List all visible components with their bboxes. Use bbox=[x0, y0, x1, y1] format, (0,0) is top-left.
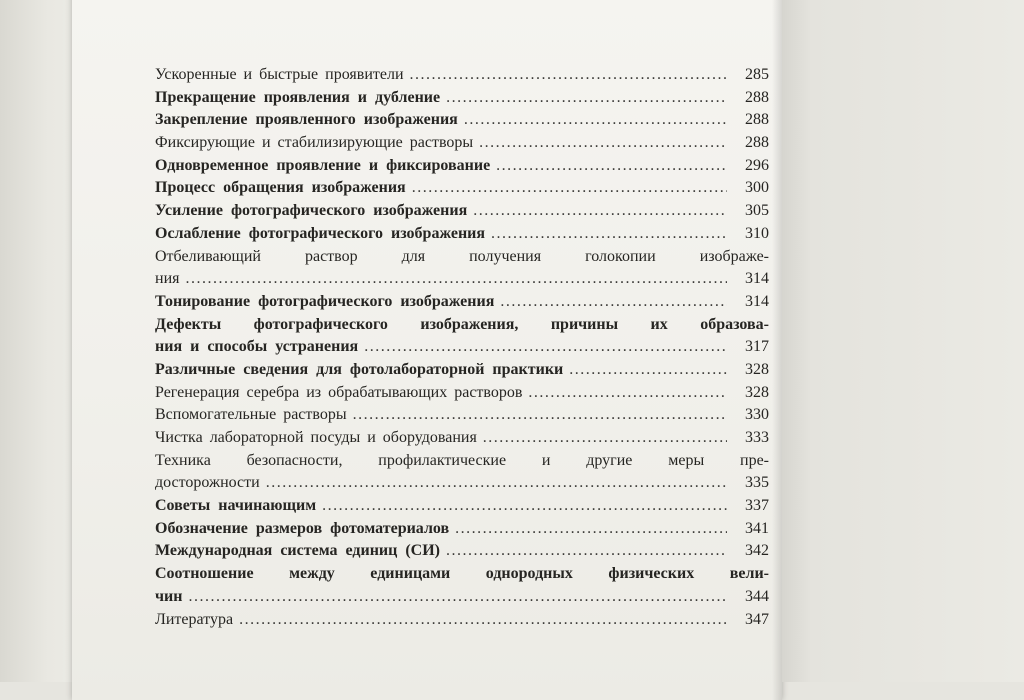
toc-entry-title-line2: досторожности bbox=[155, 474, 260, 492]
dot-leader bbox=[239, 609, 727, 632]
dot-leader bbox=[528, 382, 727, 405]
dot-leader bbox=[483, 427, 727, 450]
dot-leader bbox=[446, 87, 727, 110]
toc-entry-title: Закрепление проявленного изображения bbox=[155, 111, 458, 129]
dot-leader bbox=[464, 109, 727, 132]
toc-entry-page: 328 bbox=[745, 360, 769, 378]
toc-entry-title: Ослабление фотографического изображения bbox=[155, 224, 486, 242]
toc-entry-page: 344 bbox=[745, 587, 769, 605]
dot-leader bbox=[185, 268, 727, 291]
toc-entry bbox=[155, 359, 769, 382]
toc-entry bbox=[155, 246, 769, 291]
toc-entry-title: Регенерация серебра из обрабатывающих растворов bbox=[155, 383, 523, 401]
toc-entry-title-line1: Техника безопасности, профилактические и другие меры пре- bbox=[155, 451, 769, 469]
toc-entry bbox=[155, 291, 769, 314]
toc-entry-title-line2: чин bbox=[155, 587, 183, 605]
toc-entry bbox=[155, 382, 769, 405]
toc-entry-page: 347 bbox=[745, 610, 769, 628]
left-book-page-edge bbox=[0, 0, 80, 682]
toc-entry-page: 333 bbox=[745, 429, 769, 446]
toc-entry-title: Обозначение размеров фотоматериалов bbox=[155, 519, 450, 537]
toc-entry bbox=[155, 540, 769, 563]
toc-entry-page: 288 bbox=[745, 134, 769, 152]
dot-leader bbox=[322, 495, 727, 518]
toc-entry bbox=[155, 109, 769, 132]
toc-entry bbox=[155, 223, 769, 246]
toc-entry bbox=[155, 132, 769, 155]
toc-entry-page: 342 bbox=[745, 542, 769, 560]
toc-entry bbox=[155, 314, 769, 359]
toc-entry bbox=[155, 64, 769, 87]
toc-entry-title: Литература bbox=[155, 610, 234, 628]
toc-entry-title: Усиление фотографического изображения bbox=[155, 202, 468, 220]
toc-entry-title-line1: Отбеливающий раствор для получения голокопии изображе- bbox=[155, 247, 769, 265]
toc-entry-page: 285 bbox=[745, 66, 769, 83]
dot-leader bbox=[455, 518, 727, 541]
toc-entry-title-line1: Дефекты фотографического изображения, причины их образова- bbox=[155, 315, 769, 333]
dot-leader bbox=[446, 540, 727, 563]
toc-entry-title: Одновременное проявление и фиксирование bbox=[155, 156, 491, 174]
toc-entry-page: 341 bbox=[745, 519, 769, 537]
toc-entry-title: Чистка лабораторной посуды и оборудования bbox=[155, 429, 477, 446]
toc-entry bbox=[155, 155, 769, 178]
toc-entry-page: 330 bbox=[745, 406, 769, 424]
toc-entry-title: Советы начинающим bbox=[155, 497, 317, 515]
toc-entry bbox=[155, 563, 769, 608]
toc-entry-page: 328 bbox=[745, 383, 769, 401]
toc-entry-page: 317 bbox=[745, 338, 769, 356]
dot-leader bbox=[266, 472, 727, 495]
toc-entry-page: 337 bbox=[745, 497, 769, 515]
toc-entry-page: 300 bbox=[745, 179, 769, 197]
toc-entry-page: 314 bbox=[745, 292, 769, 310]
toc-entry bbox=[155, 404, 769, 427]
toc-entry-title: Ускоренные и быстрые проявители bbox=[155, 66, 404, 83]
dot-leader bbox=[491, 223, 727, 246]
toc-entry-page: 335 bbox=[745, 474, 769, 492]
toc-entry-page: 288 bbox=[745, 111, 769, 129]
toc-entry-title: Прекращение проявления и дубление bbox=[155, 88, 441, 106]
toc-entry-title-line2: ния и способы устранения bbox=[155, 338, 359, 356]
toc-entry bbox=[155, 427, 769, 450]
toc-entry-title-line2: ния bbox=[155, 270, 180, 288]
toc-entry bbox=[155, 200, 769, 223]
dot-leader bbox=[496, 155, 727, 178]
toc-entry-page: 305 bbox=[745, 202, 769, 220]
toc-entry-title: Тонирование фотографического изображения bbox=[155, 292, 495, 310]
toc-entry-title: Различные сведения для фотолабораторной практики bbox=[155, 360, 564, 378]
toc-entry-title-line1: Соотношение между единицами однородных физических вели- bbox=[155, 565, 769, 583]
toc-entry-title: Международная система единиц (СИ) bbox=[155, 542, 440, 560]
dot-leader bbox=[473, 200, 727, 223]
toc-entry bbox=[155, 495, 769, 518]
toc-entry-title: Процесс обращения изображения bbox=[155, 179, 406, 197]
toc-entry-page: 296 bbox=[745, 156, 769, 174]
toc-entry bbox=[155, 518, 769, 541]
dot-leader bbox=[188, 586, 727, 609]
dot-leader bbox=[500, 291, 727, 314]
toc-entry-page: 314 bbox=[745, 270, 769, 288]
toc-entry-title: Фиксирующие и стабилизирующие растворы bbox=[155, 134, 474, 152]
dot-leader bbox=[410, 64, 727, 87]
toc-entry bbox=[155, 450, 769, 495]
toc-entry bbox=[155, 87, 769, 110]
toc-entry-page: 288 bbox=[745, 88, 769, 106]
dot-leader bbox=[569, 359, 727, 382]
table-of-contents bbox=[155, 64, 769, 631]
background-surface bbox=[782, 0, 1024, 682]
toc-entry-title: Вспомогательные растворы bbox=[155, 406, 347, 424]
dot-leader bbox=[364, 336, 727, 359]
dot-leader bbox=[353, 404, 727, 427]
toc-entry bbox=[155, 609, 769, 632]
toc-entry bbox=[155, 177, 769, 200]
toc-entry-page: 310 bbox=[745, 224, 769, 242]
dot-leader bbox=[479, 132, 727, 155]
dot-leader bbox=[412, 177, 727, 200]
